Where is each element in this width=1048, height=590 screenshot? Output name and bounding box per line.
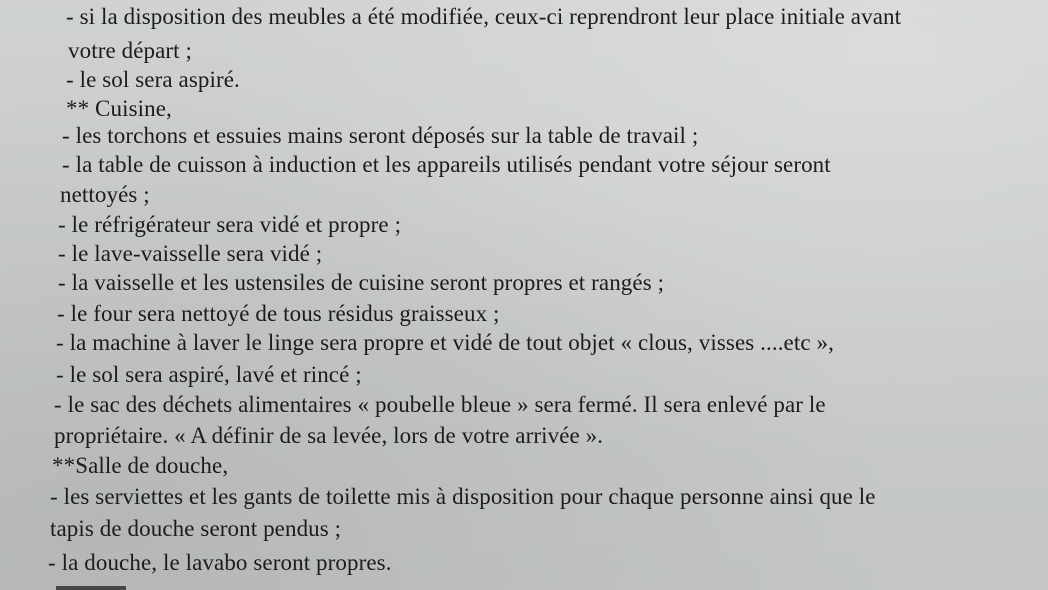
section-heading-kitchen: ** Cuisine, [66, 96, 172, 121]
text-line: tapis de douche seront pendus ; [50, 516, 342, 541]
text-line: - le réfrigérateur sera vidé et propre ; [58, 212, 402, 237]
text-line: - la table de cuisson à induction et les appareils utilisés pendant votre séjour seront [62, 152, 831, 177]
text-line: propriétaire. « A définir de sa levée, lors de votre arrivée ». [54, 423, 604, 448]
text-line: - la douche, le lavabo seront propres. [48, 550, 392, 575]
text-line: - le lave-vaisselle sera vidé ; [58, 241, 323, 266]
text-line: - le sol sera aspiré, lavé et rincé ; [56, 362, 362, 387]
section-heading-shower: **Salle de douche, [52, 453, 229, 478]
cut-off-text-fragment [56, 580, 126, 590]
text-line: - le four sera nettoyé de tous résidus graisseux ; [57, 301, 500, 326]
text-line: - le sol sera aspiré. [66, 67, 240, 92]
text-line: - les torchons et essuies mains seront déposés sur la table de travail ; [62, 123, 699, 148]
text-line: - le sac des déchets alimentaires « poubelle bleue » sera fermé. Il sera enlevé par le [54, 392, 826, 417]
text-line: votre départ ; [68, 38, 193, 63]
text-line: - si la disposition des meubles a été modifiée, ceux-ci reprendront leur place initiale avant [66, 4, 902, 29]
text-line: - la machine à laver le linge sera propre et vidé de tout objet « clous, visses ....etc », [56, 330, 834, 355]
text-line: nettoyés ; [60, 182, 150, 207]
text-line: - les serviettes et les gants de toilette mis à disposition pour chaque personne ainsi que le [50, 484, 876, 509]
text-line: - la vaisselle et les ustensiles de cuisine seront propres et rangés ; [58, 270, 665, 295]
